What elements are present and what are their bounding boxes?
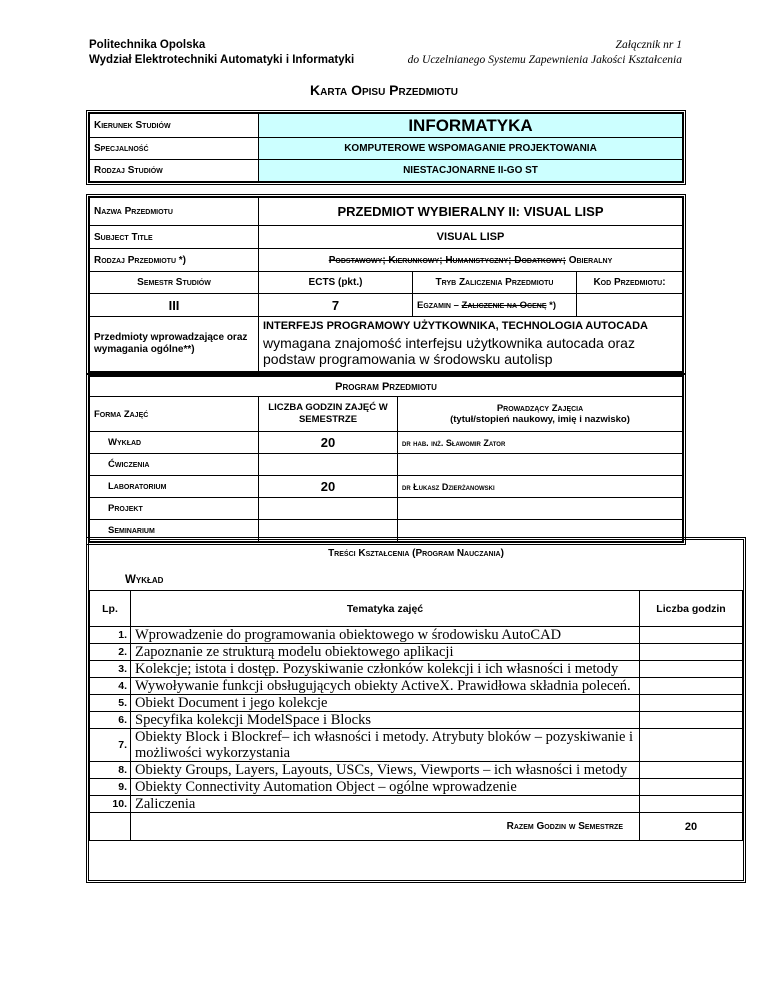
hours-laboratory: 20 [259,476,398,498]
assessment-mode-label: Tryb Zaliczenia Przedmiotu [413,272,577,294]
content-title: Treści Kształcenia (Program Nauczania) [328,548,504,559]
topic-hours [640,712,743,729]
form-label: Forma Zajęć [90,397,259,432]
assessment-mode-struck: Zaliczenie na Ocenę [461,299,547,311]
field-of-study-label: Kierunek Studiów [90,114,259,138]
assessment-mode-suffix: *) [546,299,556,311]
total-hours-value: 20 [640,813,743,841]
prerequisites-cell [259,317,683,372]
topics-table [89,590,743,841]
prerequisites-label: Przedmioty wprowadzające oraz wymagania ogólne**) [90,317,259,372]
semester-value: III [90,294,259,317]
topic-text: Obiekty Block i Blockref– ich własności i metody. Atrybuty bloków – pozyskiwanie i możliwości wykorzystania [131,729,640,762]
topic-lp: 4. [90,678,131,695]
teacher-label: Prowadzący Zajęcia [496,403,584,414]
form-lecture: Wykład [90,432,259,454]
course-kind-value [259,249,683,272]
col-hours-header: Liczba godzin [640,591,743,627]
university-name: Politechnika Opolska [89,39,206,51]
ects-value: 7 [259,294,413,317]
form-exercises: Ćwiczenia [90,454,259,476]
topic-hours [640,627,743,644]
col-lp-header: Lp. [90,591,131,627]
teacher-laboratory: dr Łukasz Dzierżanowski [398,476,683,498]
form-project: Projekt [90,498,259,520]
course-code-value [577,294,683,317]
prerequisites-text: wymagana znajomość interfejsu użytkownika autocada oraz podstaw programowania w środowsku autolisp [263,335,635,367]
course-code-label: Kod Przedmiotu: [577,272,683,294]
course-info-box [86,194,686,375]
topic-text: Wywoływanie funkcji obsługujących obiekty ActiveX. Prawidłowa składnia poleceń. [131,678,640,695]
teacher-project [398,498,683,520]
topic-hours [640,644,743,661]
study-type-value: NIESTACJONARNE II-GO ST [259,160,683,182]
topic-lp: 1. [90,627,131,644]
topic-text: Obiekty Connectivity Automation Object – ogólne wprowadzenie [131,779,640,796]
page-header-right [408,38,682,68]
topic-lp: 6. [90,712,131,729]
faculty-name: Wydział Elektrotechniki Automatyki i Informatyki [89,54,355,66]
topic-text: Kolekcje; istota i dostęp. Pozyskiwanie członków kolekcji i ich własności i metody [131,661,640,678]
ects-label: ECTS (pkt.) [259,272,413,294]
hours-exercises [259,454,398,476]
study-info-box [86,110,686,185]
topic-text: Specyfika kolekcji ModelSpace i Blocks [131,712,640,729]
assessment-mode-plain: Egzamin – [417,299,462,311]
form-seminar: Seminarium [90,520,259,542]
topic-lp: 10. [90,796,131,813]
program-title: Program Przedmiotu [90,377,683,397]
topic-hours [640,796,743,813]
topic-text: Zapoznanie ze strukturą modelu obiektowego aplikacji [131,644,640,661]
course-name-label: Nazwa Przedmiotu [90,198,259,226]
annex-number: Załącznik nr 1 [615,39,682,51]
topic-lp: 7. [90,729,131,762]
topic-lp: 3. [90,661,131,678]
content-box [86,537,746,883]
total-hours-label: Razem Godzin w Semestrze [131,813,640,841]
topic-hours [640,729,743,762]
topic-text: Obiekt Document i jego kolekcje [131,695,640,712]
teacher-header [398,397,683,432]
topic-hours [640,661,743,678]
form-laboratory: Laboratorium [90,476,259,498]
topic-lp: 9. [90,779,131,796]
course-kind-selected: Obieralny [568,254,613,266]
annex-subtitle: do Uczelnianego Systemu Zapewnienia Jakości Kształcenia [407,54,682,66]
course-kind-label: Rodzaj Przedmiotu *) [90,249,259,272]
teacher-lecture: dr hab. inż. Sławomir Zator [398,432,683,454]
course-kind-struck: Podstawowy; Kierunkowy; Humanistyczny; Dodatkowy; [328,254,566,266]
teacher-exercises [398,454,683,476]
hours-lecture: 20 [259,432,398,454]
page-header-left [89,38,354,68]
topic-hours [640,779,743,796]
content-section-title: Wykład [125,574,164,586]
hours-project [259,498,398,520]
topic-hours [640,762,743,779]
semester-label: Semestr Studiów [90,272,259,294]
study-type-label: Rodzaj Studiów [90,160,259,182]
prerequisites-title: INTERFEJS PROGRAMOWY UŻYTKOWNIKA, TECHNOLOGIA AUTOCADA [263,320,648,332]
course-name-value: PRZEDMIOT WYBIERALNY II: VISUAL LISP [259,198,683,226]
subject-title-label: Subject Title [90,226,259,249]
document-title: Karta Opisu Przedmiotu [310,82,458,98]
assessment-mode-value [413,294,577,317]
topic-lp: 5. [90,695,131,712]
col-topic-header: Tematyka zajęć [131,591,640,627]
total-spacer [90,813,131,841]
topic-text: Obiekty Groups, Layers, Layouts, USCs, Views, Viewports – ich własności i metody [131,762,640,779]
topic-hours [640,678,743,695]
subject-title-value: VISUAL LISP [259,226,683,249]
hours-label: LICZBA GODZIN ZAJĘĆ W SEMESTRZE [259,397,398,432]
topic-hours [640,695,743,712]
field-of-study-value: INFORMATYKA [259,114,683,138]
teacher-sub-label: (tytuł/stopień naukowy, imię i nazwisko) [450,414,630,425]
program-box [86,373,686,545]
topic-text: Wprowadzenie do programowania obiektowego w środowisku AutoCAD [131,627,640,644]
topic-lp: 2. [90,644,131,661]
topic-text: Zaliczenia [131,796,640,813]
topic-lp: 8. [90,762,131,779]
specialization-value: KOMPUTEROWE WSPOMAGANIE PROJEKTOWANIA [259,138,683,160]
specialization-label: Specjalność [90,138,259,160]
